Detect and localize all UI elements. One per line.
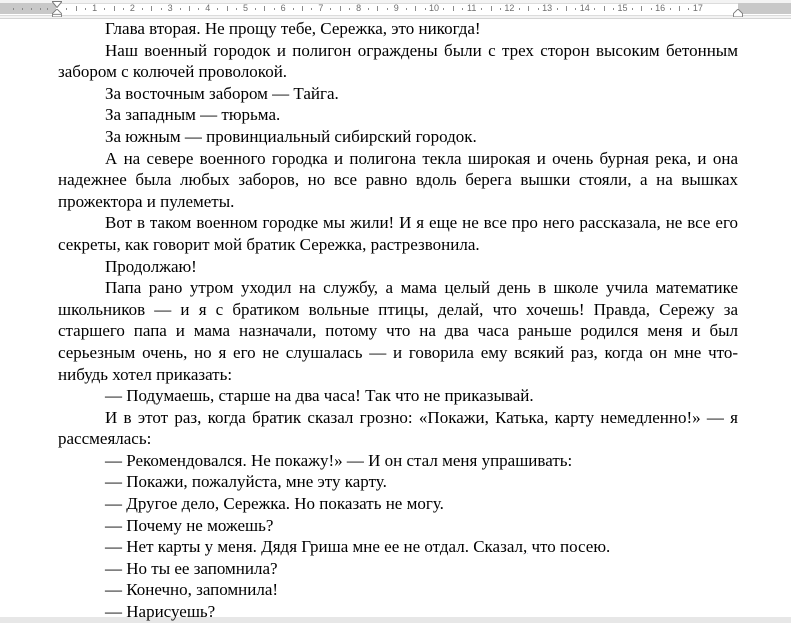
ruler-number: 15 [617, 3, 628, 13]
ruler-tick [377, 6, 378, 11]
ruler-dot [31, 8, 32, 10]
ruler-dot [123, 8, 124, 10]
paragraph[interactable]: — Но ты ее запомнила? [105, 558, 278, 578]
ruler-tick [415, 6, 416, 11]
ruler-number: 2 [129, 3, 135, 13]
ruler-dot [575, 8, 576, 10]
ruler-dot [293, 8, 294, 10]
ruler-dot [330, 8, 331, 10]
ruler-dot [13, 8, 14, 10]
paragraph-text: — Нет карты у меня. Дядя Гриша мне ее не отдал. Сказал [105, 537, 523, 557]
paragraph[interactable]: — Почему не можешь? [105, 515, 274, 535]
paragraph[interactable]: — Подумаешь, старше на два часа! Так что не приказывай. [105, 386, 534, 406]
ruler-number: 6 [280, 3, 286, 13]
ruler-dot [198, 8, 199, 10]
ruler-tick [302, 6, 303, 11]
ruler-dot [688, 8, 689, 10]
first-line-indent-marker[interactable] [52, 1, 62, 9]
paragraph[interactable]: Вот в таком военном городке мы жили! И я еще не все про него рассказала, не все его секреты, как говорит мой братик Сережка, растрезвонила. [58, 213, 738, 254]
ruler-tick [491, 6, 492, 11]
ruler-dot [387, 8, 388, 10]
ruler-dot [274, 8, 275, 10]
ruler-dot [519, 8, 520, 10]
ruler-number: 12 [504, 3, 515, 13]
ruler-tick [679, 6, 680, 11]
ruler-tick [114, 6, 115, 11]
ruler-dot [368, 8, 369, 10]
ruler-dot [500, 8, 501, 10]
grammar-suggestion-mark[interactable]: , [523, 537, 528, 557]
ruler-dot [180, 8, 181, 10]
ruler-number: 17 [692, 3, 703, 13]
document-page[interactable] [0, 19, 791, 622]
paragraph[interactable]: — Нарисуешь? [105, 602, 216, 622]
ruler-number: 5 [242, 3, 249, 13]
ruler-dot [255, 8, 256, 10]
paragraph[interactable]: А на севере военного городка и полигона текла широкая и очень бурная река, и она надежнее была любых заборов, но все равно вдоль берега вышки стояли, а на вышках прожектора и пулеметы. [58, 148, 738, 211]
ruler-number: 14 [579, 3, 590, 13]
ruler-dot [670, 8, 671, 10]
paragraph[interactable]: Глава вторая. Не прощу тебе, Сережка, это никогда! [105, 19, 481, 38]
ruler-dot [406, 8, 407, 10]
ruler-dot [425, 8, 426, 10]
paragraph[interactable] [58, 536, 738, 558]
ruler-tick [264, 6, 265, 11]
paragraph[interactable]: — Конечно, запомнила! [105, 580, 279, 600]
paragraph[interactable]: Наш военный городок и полигон ограждены были с трех сторон высоким бетонным забором с колючей проволокой. [58, 40, 738, 82]
ruler-number: 10 [428, 3, 440, 13]
paragraph[interactable]: За южным — провинциальный сибирский городок. [105, 126, 477, 146]
ruler-number: 3 [167, 3, 173, 13]
ruler-dot [651, 8, 652, 10]
ruler-tick [340, 6, 341, 11]
paragraph[interactable]: Папа рано утром уходил на службу, а мама целый день в школе учила математике школьников — и я с братиком вольные птицы, делай, что хочешь! Правда, Сережу за старшего папа и мама назначали, потому что на два часа раньше родился меня и был серьезным очень, но я его не слушалась — и говорила ему всякий раз, когда он мне что-нибудь хотел приказать: [58, 278, 738, 384]
ruler-tick [566, 6, 567, 11]
ruler-tick [189, 6, 190, 11]
ruler-dot [104, 8, 105, 10]
ruler-tick [528, 6, 529, 11]
ruler-dot [557, 8, 558, 10]
ruler-dot [613, 8, 614, 10]
paragraph[interactable]: Продолжаю! [105, 256, 197, 276]
ruler-dot [594, 8, 595, 10]
ruler-dot [40, 8, 41, 10]
ruler-tick [641, 6, 642, 11]
document-body[interactable] [58, 18, 738, 623]
ruler-tick [227, 6, 228, 11]
ruler-right-margin [738, 3, 791, 14]
ruler-number: 16 [655, 3, 666, 13]
ruler-dot [142, 8, 143, 10]
paragraph[interactable]: И в этот раз, когда братик сказал грозно: «Покажи, Катька, карту немедленно!» — я рассмеялась: [58, 407, 738, 449]
horizontal-ruler[interactable] [0, 0, 791, 19]
ruler-dot [22, 8, 23, 10]
ruler-dot [217, 8, 218, 10]
hanging-indent-marker[interactable] [52, 9, 62, 17]
paragraph[interactable]: За западным — тюрьма. [105, 105, 281, 125]
ruler-dot [161, 8, 162, 10]
ruler-number: 9 [393, 3, 399, 13]
ruler-number: 7 [318, 3, 324, 13]
ruler-dot [349, 8, 350, 10]
ruler-dot [236, 8, 237, 10]
paragraph[interactable]: За восточным забором — Тайга. [105, 83, 339, 103]
ruler-dot [66, 8, 67, 10]
ruler-dot [311, 8, 312, 10]
ruler-dot [462, 8, 463, 10]
ruler-dot [632, 8, 633, 10]
paragraph[interactable]: — Покажи, пожалуйста, мне эту карту. [105, 472, 387, 492]
ruler-tick [151, 6, 152, 11]
ruler-tick [76, 6, 77, 11]
ruler-number: 8 [356, 3, 362, 13]
ruler-dot [85, 8, 86, 10]
ruler-dot [538, 8, 539, 10]
ruler-dot [443, 8, 444, 10]
ruler-dot [47, 8, 48, 10]
paragraph-text: что посею. [527, 537, 611, 557]
right-indent-marker[interactable] [733, 9, 743, 17]
paragraph[interactable]: — Другое дело, Сережка. Но показать не могу. [105, 494, 444, 514]
ruler-number: 1 [92, 3, 98, 13]
paragraph[interactable]: — Рекомендовался. Не покажу!» — И он стал меня упрашивать: [105, 450, 573, 470]
ruler-number: 4 [205, 3, 211, 13]
ruler-tick [604, 6, 605, 11]
ruler-number: 11 [467, 3, 477, 13]
ruler-dot [481, 8, 482, 10]
ruler-tick [453, 6, 454, 11]
ruler-number: 13 [542, 3, 553, 13]
